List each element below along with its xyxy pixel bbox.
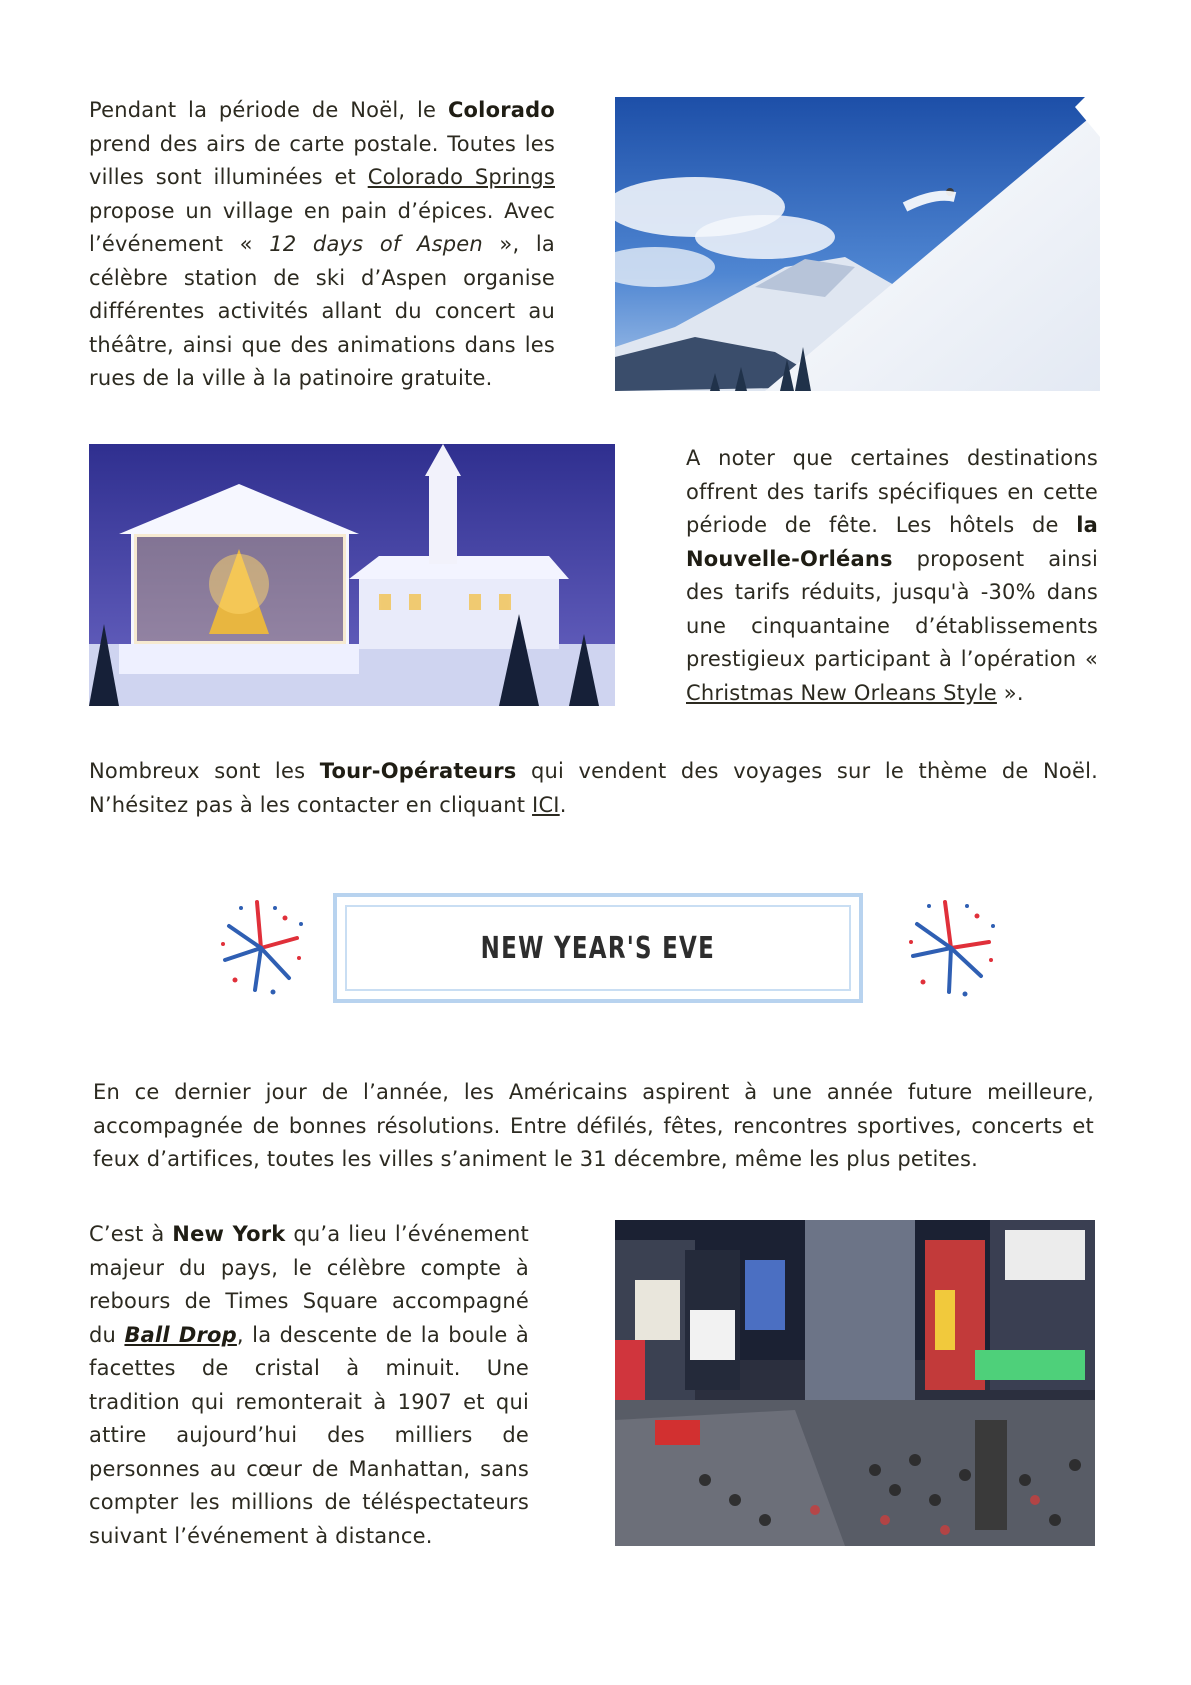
firework-right-icon [905,898,997,998]
banner-title: NEW YEAR'S EVE [480,930,716,966]
tour-operateurs-bold: Tour-Opérateurs [319,759,517,783]
ski-mountain-photo [615,97,1100,391]
paragraph-nouvelle-orleans: A noter que certaines destinations offrent des tarifs spécifiques en cette période de fête. Les hôtels de la Nouvelle-Orléans proposent ainsi des tarifs réduits, jusqu'à -30% dans une cinquantaine d’établissements prestigieux participant à l’opération « Christmas New Orleans Style ». [686,446,1098,705]
paragraph-colorado: Pendant la période de Noël, le Colorado prend des airs de carte postale. Toutes les villes sont illuminées et Colorado Springs propose un village en pain d’épices. Avec l’événement « 12 days of Aspen », la célèbre station de ski d’Aspen organise différentes activités allant du concert au théâtre, ainsi que des animations dans les rues de la ville à la patinoire gratuite. [89,98,555,390]
paragraph-new-york: C’est à New York qu’a lieu l’événement majeur du pays, le célèbre compte à rebours de Times Square accompagné du Ball Drop, la descente de la boule à facettes de cristal à minuit. Une tradition qui remonterait à 1907 et qui attire aujourd’hui des milliers de personnes au cœur de Manhattan, sans compter les millions de téléspectateurs suivant l’événement à distance. [89,1222,529,1548]
times-square-photo [615,1220,1095,1546]
ici-link[interactable]: ICI [532,792,560,817]
aspen-event-name: 12 days of Aspen [269,232,483,256]
ball-drop-link[interactable]: Ball Drop [124,1322,237,1347]
gazebo-christmas-photo [89,444,615,706]
banner-inner-frame [345,905,851,991]
new-york-bold: New York [172,1222,286,1246]
nouvelle-orleans-bold: la Nouvelle-Orléans [686,513,1098,571]
new-years-eve-banner [333,893,863,1003]
paragraph-tour-operateurs: Nombreux sont les Tour-Opérateurs qui vendent des voyages sur le thème de Noël. N’hésitez pas à les contacter en cliquant ICI. [89,759,1098,817]
firework-left-icon [215,898,307,998]
christmas-new-orleans-link[interactable]: Christmas New Orleans Style [686,680,997,705]
colorado-bold: Colorado [447,98,555,122]
paragraph-dernier-jour: En ce dernier jour de l’année, les Américains aspirent à une année future meilleure, accompagnée de bonnes résolutions. Entre défilés, fêtes, rencontres sportives, concerts et feux d’artifices, toutes les villes s’animent le 31 décembre, même les plus petites. [93,1080,1094,1171]
colorado-springs-link[interactable]: Colorado Springs [367,165,555,189]
